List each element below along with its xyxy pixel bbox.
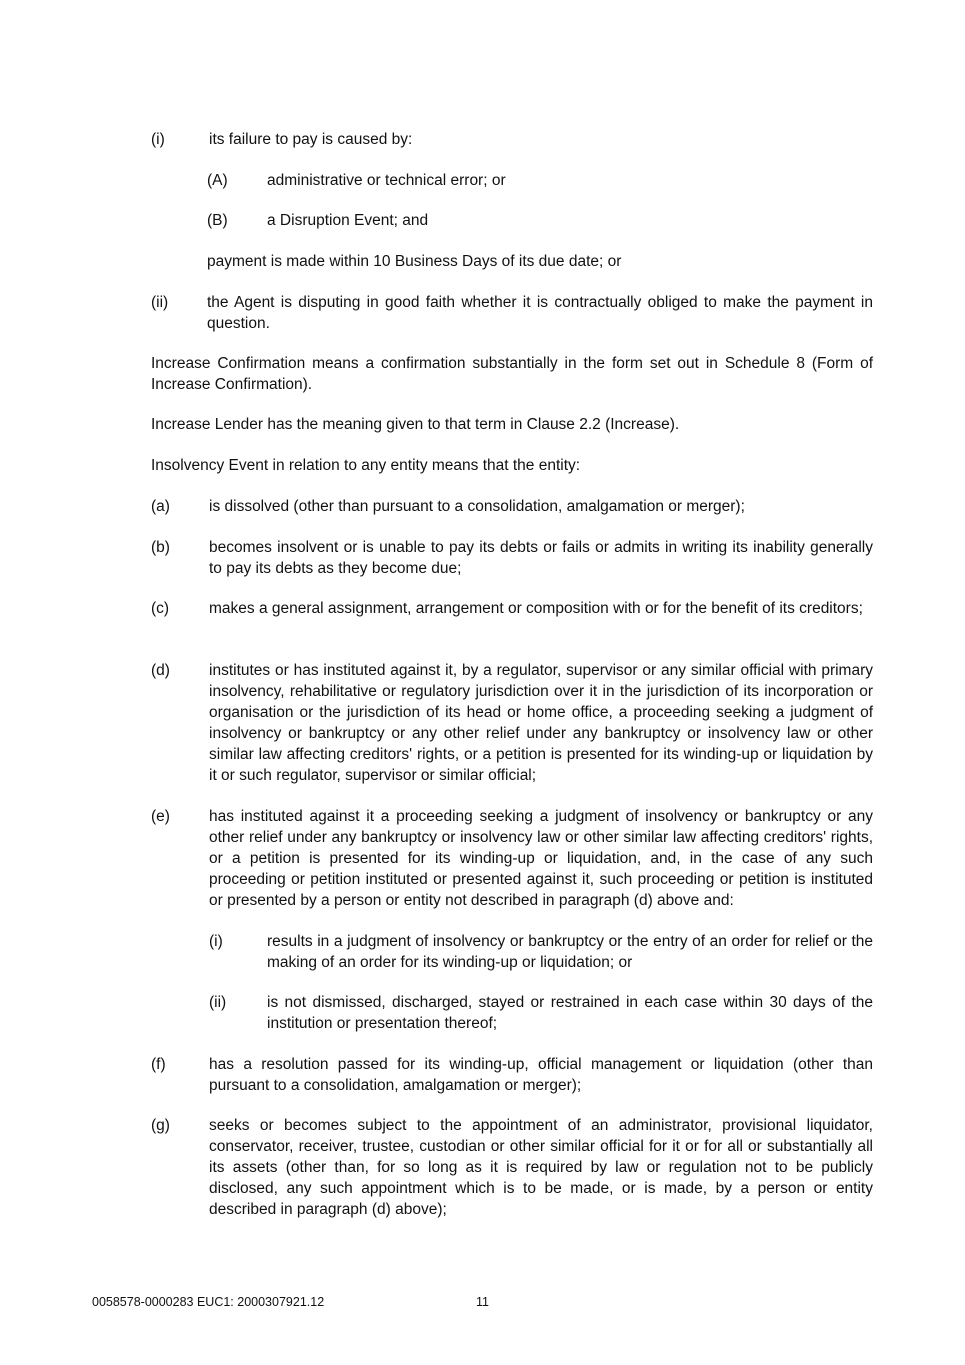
item-ii-label: (ii) [151,294,169,311]
insolvency-item-e-label: (e) [151,808,170,825]
sub-b-label: (B) [207,212,228,229]
insolvency-item-b-text: becomes insolvent or is unable to pay its debts or fails or admits in writing its inability generally to pay its debts as they become due; [209,539,873,577]
insolvency-item-b-label: (b) [151,539,170,556]
insolvency-item-e-sub-i-text: results in a judgment of insolvency or bankruptcy or the entry of an order for relief or the making of an order for its winding-up or liquidation; or [267,933,873,971]
definition-increase-lender [151,414,873,435]
sub-b-text: a Disruption Event; and [267,212,429,229]
insolvency-item-e-sub-ii-text: is not dismissed, discharged, stayed or restrained in each case within 30 days of the institution or presentation thereof; [267,994,873,1032]
definition-increase-lender-text: has the meaning given to that term in Clause 2.2 (Increase). [263,416,680,433]
sub-a-label: (A) [207,172,228,189]
item-ii-text: the Agent is disputing in good faith whether it is contractually obliged to make the payment in question. [207,294,873,332]
insolvency-item-c-text: makes a general assignment, arrangement or composition with or for the benefit of its creditors; [209,600,863,617]
insolvency-item-a-text: is dissolved (other than pursuant to a consolidation, amalgamation or merger); [209,498,745,515]
term-increase-lender: Increase Lender [151,416,264,433]
footer-page-number: 11 [476,1295,489,1309]
insolvency-item-f-label: (f) [151,1056,166,1073]
definition-insolvency-event [151,455,873,476]
definition-increase-confirmation-text: means a confirmation substantially in the form set out in Schedule 8 (Form of Increase Confirmation). [151,355,873,393]
footer-document-reference: 0058578-0000283 EUC1: 2000307921.12 [92,1295,325,1309]
insolvency-item-g-text: seeks or becomes subject to the appointment of an administrator, provisional liquidator, conservator, receiver, trustee, custodian or other similar official for it or for all or substantially all its assets (other than, for so long as it is required by law or regulation not to be publicly disclosed, any such appointment which is to be made, or is made, by a person or entity described in paragraph (d) above); [209,1117,873,1218]
insolvency-item-e-sub-ii-label: (ii) [209,994,227,1011]
insolvency-item-a-label: (a) [151,498,170,515]
term-increase-confirmation: Increase Confirmation [151,355,306,372]
insolvency-item-d-label: (d) [151,662,170,679]
term-insolvency-event: Insolvency Event [151,457,269,474]
definition-increase-confirmation [151,353,873,395]
item-i-text: its failure to pay is caused by: [209,131,413,148]
insolvency-item-g-label: (g) [151,1117,170,1134]
item-i-tail: payment is made within 10 Business Days of its due date; or [207,253,622,270]
definition-insolvency-event-text: in relation to any entity means that the entity: [268,457,581,474]
insolvency-item-d-text: institutes or has instituted against it, by a regulator, supervisor or any similar official with primary insolvency, rehabilitative or regulatory jurisdiction over it in the jurisdiction of its incorporation or organisation or the jurisdiction of its head or home office, a proceeding seeking a judgment of insolvency or bankruptcy or any other relief under any bankruptcy or insolvency law or other similar law affecting creditors' rights, or a petition is presented for its winding-up or liquidation by it or such regulator, supervisor or similar official; [209,662,873,784]
insolvency-item-c-label: (c) [151,600,170,617]
insolvency-item-e-text: has instituted against it a proceeding seeking a judgment of insolvency or bankruptcy or any other relief under any bankruptcy or insolvency law or other similar law affecting creditors' rights, or a petition is presented for its winding-up or liquidation, and, in the case of any such proceeding or petition instituted or presented against it, such proceeding or petition is instituted or presented by a person or entity not described in paragraph (d) above and: [209,808,873,909]
sub-a-text: administrative or technical error; or [267,172,506,189]
insolvency-item-f-text: has a resolution passed for its winding-up, official management or liquidation (other than pursuant to a consolidation, amalgamation or merger); [209,1056,873,1094]
item-i-label: (i) [151,131,165,148]
insolvency-item-e-sub-i-label: (i) [209,933,223,950]
